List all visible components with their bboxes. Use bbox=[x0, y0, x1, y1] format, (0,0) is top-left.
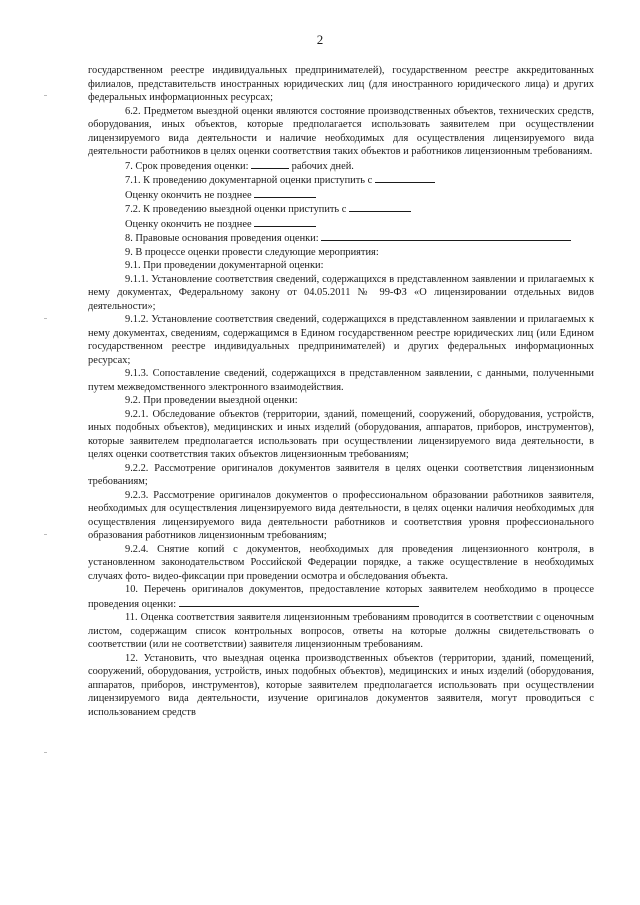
paragraph: 9. В процессе оценки провести следующие мероприятия: bbox=[125, 246, 379, 258]
site-start-line bbox=[88, 202, 594, 217]
paragraph-text: рабочих дней. bbox=[289, 160, 354, 172]
paragraph: 9.2.2. Рассмотрение оригиналов документов заявителя в целях оценки соответствия лицензионным требованиям; bbox=[88, 462, 594, 487]
doc-end-line bbox=[88, 188, 594, 203]
paragraph: 11. Оценка соответствия заявителя лицензионным требованиям проводится в соответствии с оценочным листом, содержащим список контрольных вопросов, ответы на которые должны свидетельствовать о соответствии (или не соответствии) заявителя лицензионным требованиям. bbox=[88, 612, 594, 650]
paragraph: 9.2.3. Рассмотрение оригиналов документов о профессиональном образовании работников заявителя, необходимых для осуществления лицензируемого вида деятельности, в целях оценки наличия необходимых для осуществления лицензируемого вида деятельности работников и соответствия уровня профессионального образования работников лицензионным требованиям; bbox=[88, 489, 594, 541]
margin-mark bbox=[44, 318, 47, 319]
legal-basis-blank bbox=[321, 231, 571, 241]
document-body bbox=[88, 64, 594, 719]
paragraph-text: 10. Перечень оригиналов документов, предоставление которых заявителем необходимо в процессе проведения оценки: bbox=[88, 584, 594, 610]
documents-list-line bbox=[88, 583, 594, 611]
paragraph-text: 7.2. К проведению выездной оценки приступить с bbox=[125, 204, 349, 215]
paragraph: 9.2.1. Обследование объектов (территории, зданий, помещений, сооружений, оборудования, устройств, иных подобных объектов), медицинских и иных изделий (оборудования, аппаратов, приборов, инструментов), которые заявителем предполагается использовать при осуществлении лицензируемого вида деятельности, в целях оценки соответствия таких объектов лицензионным требованиям; bbox=[88, 408, 594, 460]
paragraph: 9.1.3. Сопоставление сведений, содержащихся в представленном заявлении, с данными, полученными путем межведомственного электронного взаимодействия. bbox=[88, 368, 594, 393]
legal-basis-line bbox=[88, 231, 594, 246]
paragraph-text: 7.1. К проведению документарной оценки приступить с bbox=[125, 175, 375, 186]
assessment-term-line bbox=[88, 159, 594, 174]
paragraph-text: Оценку окончить не позднее bbox=[125, 218, 255, 230]
margin-mark bbox=[44, 95, 47, 96]
days-blank bbox=[251, 159, 289, 169]
doc-start-line bbox=[88, 173, 594, 188]
paragraph: 12. Установить, что выездная оценка производственных объектов (территории, зданий, помещений, сооружений, оборудования, устройств, иных подобных объектов), медицинских и иных изделий (оборудования, аппаратов, приборов, инструментов), которые заявителем предполагается использовать при осуществлении лицензируемого вида деятельности, изучение оригиналов документов заявителя, могут проводиться с использованием средств bbox=[88, 652, 594, 718]
date-blank bbox=[254, 188, 316, 198]
page-number: 2 bbox=[316, 32, 324, 47]
date-blank bbox=[254, 217, 316, 227]
paragraph-text: 8. Правовые основания проведения оценки: bbox=[125, 233, 322, 244]
date-blank bbox=[349, 202, 411, 212]
paragraph: 9.1.2. Установление соответствия сведений, содержащихся в представленном заявлении и прилагаемых к нему документах, сведениям, содержащимся в Едином государственном реестре юридических лиц (или Едином государственном реестре индивидуальных предпринимателей) и других федеральных информационных ресурсах; bbox=[88, 314, 594, 366]
paragraph-text: 7. Срок проведения оценки: bbox=[125, 160, 252, 172]
margin-mark bbox=[44, 752, 47, 753]
documents-blank bbox=[179, 597, 419, 607]
date-blank bbox=[375, 173, 435, 183]
margin-mark bbox=[44, 534, 47, 535]
paragraph: 9.2.4. Снятие копий с документов, необходимых для проведения лицензионного контроля, в установленном законодательством Российской Федерации порядке, а также осуществление в необходимых случаях фото- видео-фиксации при проведении осмотра и обследования объекта. bbox=[88, 543, 594, 582]
paragraph-text: Оценку окончить не позднее bbox=[125, 189, 255, 201]
paragraph: 9.1.1. Установление соответствия сведений, содержащихся в представленном заявлении и прилагаемых к нему документах, Федеральному закону от 04.05.2011 № 99-ФЗ «О лицензировании отдельных видов деятельности»; bbox=[88, 273, 594, 312]
site-end-line bbox=[88, 217, 594, 232]
paragraph: 6.2. Предметом выездной оценки являются состояние производственных объектов, технических средств, оборудования, иных объектов, которые предполагается использовать заявителем при осуществлении лицензируемого вида деятельности и наличие необходимых для осуществления лицензируемого вида деятельности работников в целях оценки соответствия таких объектов и работников лицензионным требованиям. bbox=[88, 105, 594, 157]
paragraph: 9.1. При проведении документарной оценки: bbox=[125, 260, 324, 271]
paragraph: 9.2. При проведении выездной оценки: bbox=[125, 395, 298, 406]
paragraph: государственном реестре индивидуальных предпринимателей), государственном реестре аккредитованных филиалов, представительств иностранных юридических лиц (для иностранного юридического лица) и других федеральных информационных ресурсах; bbox=[88, 65, 594, 103]
